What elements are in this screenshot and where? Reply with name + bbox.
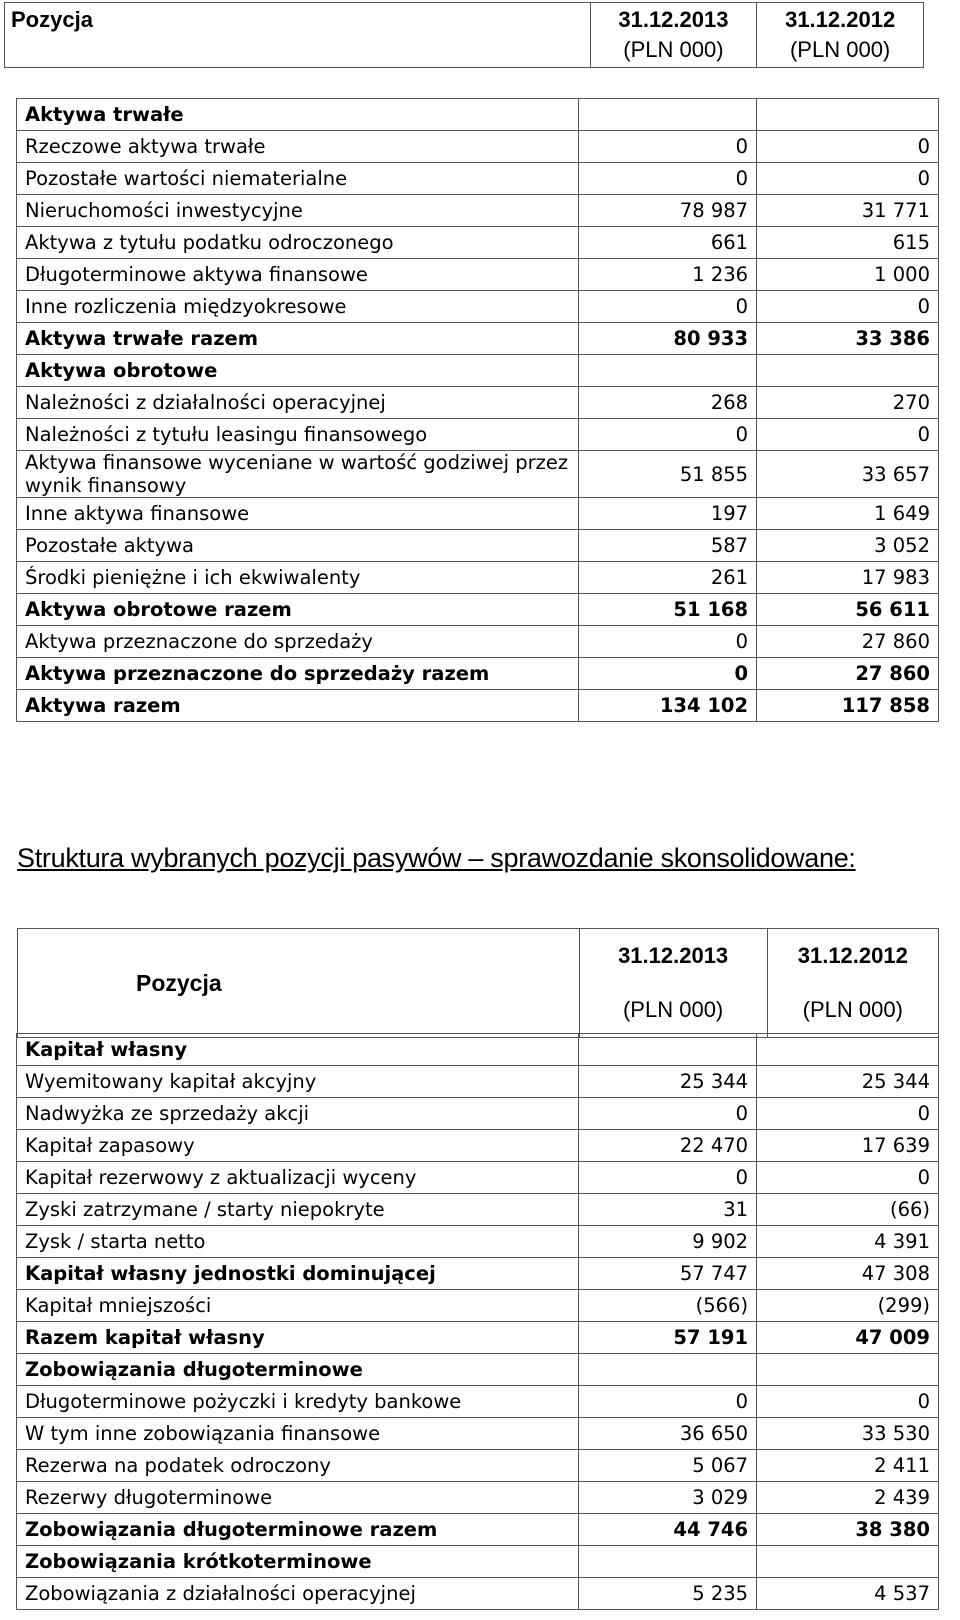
row-label: Aktywa razem (17, 690, 579, 722)
value-2012: (299) (757, 1290, 939, 1322)
liabilities-section-title: Struktura wybranych pozycji pasywów – sprawozdanie skonsolidowane: (17, 843, 856, 873)
row-label: Rzeczowe aktywa trwałe (17, 131, 579, 163)
value-2012: (66) (757, 1194, 939, 1226)
col-2012-date: 31.12.2012 (797, 943, 908, 968)
assets-table (16, 98, 939, 722)
value-2012: 27 860 (757, 658, 939, 690)
value-2013: 44 746 (579, 1514, 757, 1546)
table-row (17, 99, 939, 131)
row-label: Zobowiązania z działalności operacyjnej (17, 1578, 579, 1610)
value-2013: 0 (579, 658, 757, 690)
value-2013: 80 933 (579, 323, 757, 355)
value-2013: (566) (579, 1290, 757, 1322)
col-2013-date: 31.12.2013 (618, 7, 729, 32)
value-2012: 33 657 (757, 451, 939, 498)
row-label: Rezerwa na podatek odroczony (17, 1450, 579, 1482)
value-2013 (579, 99, 757, 131)
value-2012: 0 (757, 1162, 939, 1194)
value-2013: 9 902 (579, 1226, 757, 1258)
position-header: Pozycja (5, 3, 591, 68)
value-2012: 56 611 (757, 594, 939, 626)
row-label: Zobowiązania długoterminowe razem (17, 1514, 579, 1546)
table-row (17, 1418, 939, 1450)
table-row (17, 227, 939, 259)
table-row (17, 291, 939, 323)
value-2013: 1 236 (579, 259, 757, 291)
table-row (17, 323, 939, 355)
value-2012: 0 (757, 1386, 939, 1418)
table-row (17, 562, 939, 594)
table-row (17, 1034, 939, 1066)
col-2013-unit: (PLN 000) (622, 997, 724, 1022)
table-row (17, 1546, 939, 1578)
table-row (17, 1130, 939, 1162)
value-2013: 78 987 (579, 195, 757, 227)
table-row (17, 1226, 939, 1258)
table-row (17, 690, 939, 722)
table-row (17, 1354, 939, 1386)
value-2012: 33 530 (757, 1418, 939, 1450)
value-2012: 47 308 (757, 1258, 939, 1290)
table-row (17, 1098, 939, 1130)
value-2013: 57 191 (579, 1322, 757, 1354)
table-row (17, 1290, 939, 1322)
value-2013: 197 (579, 498, 757, 530)
row-label: Aktywa obrotowe razem (17, 594, 579, 626)
table-row (17, 1578, 939, 1610)
col-2013-header (579, 929, 767, 1038)
table-row (17, 498, 939, 530)
row-label: Należności z działalności operacyjnej (17, 387, 579, 419)
row-label: Wyemitowany kapitał akcyjny (17, 1066, 579, 1098)
value-2013: 0 (579, 626, 757, 658)
value-2012 (757, 1034, 939, 1066)
col-2012-unit: (PLN 000) (789, 37, 891, 62)
table-row (17, 195, 939, 227)
value-2012: 270 (757, 387, 939, 419)
col-2012-header (757, 3, 924, 68)
row-label: Inne rozliczenia międzyokresowe (17, 291, 579, 323)
value-2013 (579, 355, 757, 387)
row-label: Pozostałe aktywa (17, 530, 579, 562)
value-2013: 36 650 (579, 1418, 757, 1450)
row-label: Kapitał mniejszości (17, 1290, 579, 1322)
value-2012: 33 386 (757, 323, 939, 355)
value-2013: 0 (579, 163, 757, 195)
value-2012: 0 (757, 131, 939, 163)
table-row (17, 163, 939, 195)
value-2013: 0 (579, 1162, 757, 1194)
row-label: Zyski zatrzymane / starty niepokryte (17, 1194, 579, 1226)
value-2013: 0 (579, 419, 757, 451)
value-2013: 5 235 (579, 1578, 757, 1610)
liabilities-table-header (17, 928, 939, 1038)
value-2013: 25 344 (579, 1066, 757, 1098)
table-row (17, 626, 939, 658)
col-2013-date: 31.12.2013 (618, 943, 729, 968)
table-row (17, 451, 939, 498)
value-2012: 615 (757, 227, 939, 259)
value-2013: 0 (579, 1098, 757, 1130)
value-2012: 25 344 (757, 1066, 939, 1098)
table-row (17, 1194, 939, 1226)
value-2013: 587 (579, 530, 757, 562)
col-2013-unit: (PLN 000) (623, 37, 724, 62)
col-2013-header (590, 3, 757, 68)
table-row (17, 1482, 939, 1514)
row-label: Zysk / starta netto (17, 1226, 579, 1258)
table-row (17, 259, 939, 291)
table-row (17, 419, 939, 451)
table-row (17, 594, 939, 626)
row-label: Rezerwy długoterminowe (17, 1482, 579, 1514)
value-2012: 17 983 (757, 562, 939, 594)
value-2013: 31 (579, 1194, 757, 1226)
table-row (17, 355, 939, 387)
value-2012: 0 (757, 291, 939, 323)
table-row (17, 1258, 939, 1290)
value-2013: 134 102 (579, 690, 757, 722)
row-label: Długoterminowe pożyczki i kredyty bankowe (17, 1386, 579, 1418)
position-header: Pozycja (18, 929, 580, 1038)
row-label: Środki pieniężne i ich ekwiwalenty (17, 562, 579, 594)
value-2012: 38 380 (757, 1514, 939, 1546)
table-row (17, 387, 939, 419)
value-2012: 31 771 (757, 195, 939, 227)
value-2013 (579, 1034, 757, 1066)
value-2012: 17 639 (757, 1130, 939, 1162)
row-label: Inne aktywa finansowe (17, 498, 579, 530)
value-2012: 1 649 (757, 498, 939, 530)
row-label: Aktywa finansowe wyceniane w wartość godziwej przez wynik finansowy (17, 451, 579, 498)
table-row (17, 1386, 939, 1418)
col-2012-header (767, 929, 938, 1038)
value-2013: 22 470 (579, 1130, 757, 1162)
value-2013: 51 168 (579, 594, 757, 626)
row-label: Razem kapitał własny (17, 1322, 579, 1354)
table-row (17, 1162, 939, 1194)
liabilities-table (16, 1033, 939, 1610)
row-label: W tym inne zobowiązania finansowe (17, 1418, 579, 1450)
value-2012: 2 411 (757, 1450, 939, 1482)
value-2013: 57 747 (579, 1258, 757, 1290)
row-label: Aktywa przeznaczone do sprzedaży razem (17, 658, 579, 690)
value-2013: 0 (579, 291, 757, 323)
value-2012: 4 537 (757, 1578, 939, 1610)
row-label: Aktywa z tytułu podatku odroczonego (17, 227, 579, 259)
table-row (17, 1066, 939, 1098)
value-2012: 0 (757, 419, 939, 451)
value-2012: 1 000 (757, 259, 939, 291)
value-2012: 3 052 (757, 530, 939, 562)
table-row (17, 658, 939, 690)
value-2012: 0 (757, 1098, 939, 1130)
col-2012-unit: (PLN 000) (802, 997, 903, 1022)
value-2013: 5 067 (579, 1450, 757, 1482)
value-2012: 117 858 (757, 690, 939, 722)
row-label: Kapitał rezerwowy z aktualizacji wyceny (17, 1162, 579, 1194)
col-2012-date: 31.12.2012 (785, 7, 896, 32)
table-row (17, 1514, 939, 1546)
row-label: Aktywa obrotowe (17, 355, 579, 387)
value-2013: 0 (579, 131, 757, 163)
row-label: Nadwyżka ze sprzedaży akcji (17, 1098, 579, 1130)
row-label: Nieruchomości inwestycyjne (17, 195, 579, 227)
value-2013: 661 (579, 227, 757, 259)
value-2012 (757, 355, 939, 387)
value-2012: 0 (757, 163, 939, 195)
value-2013: 268 (579, 387, 757, 419)
value-2012 (757, 1546, 939, 1578)
value-2012 (757, 1354, 939, 1386)
row-label: Aktywa przeznaczone do sprzedaży (17, 626, 579, 658)
value-2012: 47 009 (757, 1322, 939, 1354)
value-2012: 2 439 (757, 1482, 939, 1514)
row-label: Kapitał własny jednostki dominującej (17, 1258, 579, 1290)
value-2013: 261 (579, 562, 757, 594)
assets-table-header (4, 2, 924, 68)
row-label: Aktywa trwałe razem (17, 323, 579, 355)
table-row (17, 530, 939, 562)
table-row (17, 1450, 939, 1482)
table-row (17, 1322, 939, 1354)
row-label: Długoterminowe aktywa finansowe (17, 259, 579, 291)
value-2012: 4 391 (757, 1226, 939, 1258)
row-label: Zobowiązania krótkoterminowe (17, 1546, 579, 1578)
value-2013: 3 029 (579, 1482, 757, 1514)
table-row (17, 131, 939, 163)
row-label: Kapitał zapasowy (17, 1130, 579, 1162)
row-label: Aktywa trwałe (17, 99, 579, 131)
value-2012: 27 860 (757, 626, 939, 658)
value-2013: 51 855 (579, 451, 757, 498)
value-2013 (579, 1354, 757, 1386)
value-2013 (579, 1546, 757, 1578)
row-label: Należności z tytułu leasingu finansowego (17, 419, 579, 451)
row-label: Kapitał własny (17, 1034, 579, 1066)
value-2013: 0 (579, 1386, 757, 1418)
row-label: Pozostałe wartości niematerialne (17, 163, 579, 195)
row-label: Zobowiązania długoterminowe (17, 1354, 579, 1386)
value-2012 (757, 99, 939, 131)
